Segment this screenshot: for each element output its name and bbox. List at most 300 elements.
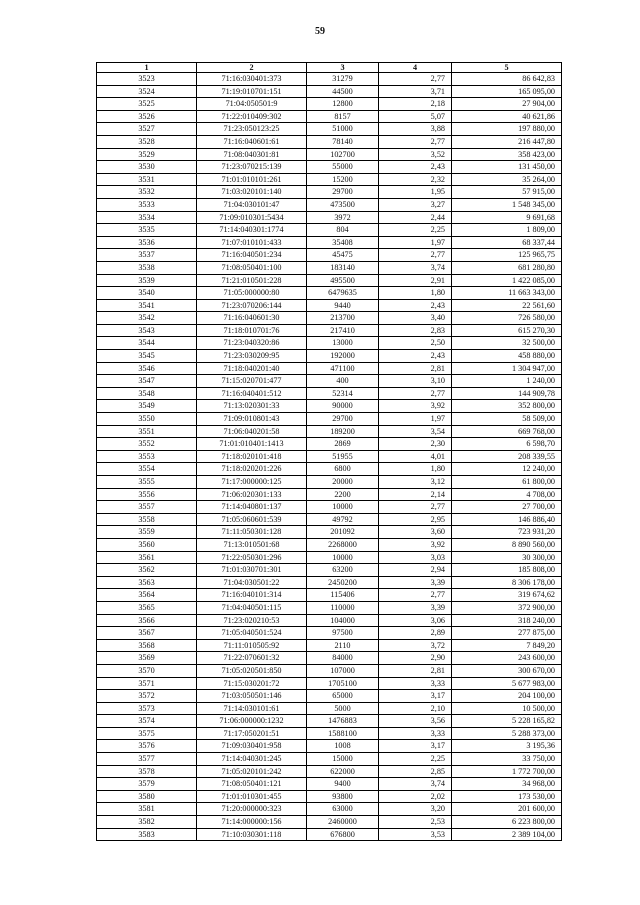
- cell-number: 3555: [97, 476, 197, 489]
- cell-number: 3565: [97, 601, 197, 614]
- table-row: [97, 677, 562, 690]
- cell-area: 78140: [307, 135, 379, 148]
- cell-amount: 615 270,30: [452, 324, 562, 337]
- cell-area: 55000: [307, 161, 379, 174]
- cell-cadastral-id: 71:01:030701:301: [197, 564, 307, 577]
- cell-rate: 2,32: [379, 173, 452, 186]
- cell-area: 97500: [307, 627, 379, 640]
- cell-area: 102700: [307, 148, 379, 161]
- cell-rate: 3,72: [379, 639, 452, 652]
- cell-rate: 2,90: [379, 652, 452, 665]
- cell-number: 3543: [97, 324, 197, 337]
- cell-number: 3559: [97, 526, 197, 539]
- cell-area: 495500: [307, 274, 379, 287]
- cell-number: 3564: [97, 589, 197, 602]
- cell-amount: 216 447,80: [452, 135, 562, 148]
- cell-rate: 2,77: [379, 73, 452, 86]
- cell-amount: 1 304 947,00: [452, 362, 562, 375]
- column-header: 3: [307, 63, 379, 73]
- cell-cadastral-id: 71:18:020201:226: [197, 463, 307, 476]
- cell-number: 3571: [97, 677, 197, 690]
- cell-area: 2200: [307, 488, 379, 501]
- cell-amount: 277 875,00: [452, 627, 562, 640]
- cell-amount: 32 500,00: [452, 337, 562, 350]
- cell-amount: 458 880,00: [452, 350, 562, 363]
- table-row: [97, 438, 562, 451]
- cell-number: 3546: [97, 362, 197, 375]
- cell-rate: 3,53: [379, 828, 452, 841]
- table-row: [97, 476, 562, 489]
- table-row: [97, 614, 562, 627]
- cell-cadastral-id: 71:09:010301:5434: [197, 211, 307, 224]
- cell-number: 3583: [97, 828, 197, 841]
- cell-area: 15000: [307, 753, 379, 766]
- cell-amount: 27 700,00: [452, 501, 562, 514]
- table-row: [97, 513, 562, 526]
- table-row: [97, 123, 562, 136]
- cell-amount: 669 768,00: [452, 425, 562, 438]
- table-row: [97, 362, 562, 375]
- cell-rate: 2,25: [379, 753, 452, 766]
- cell-number: 3557: [97, 501, 197, 514]
- cell-amount: 358 423,00: [452, 148, 562, 161]
- cell-amount: 723 931,20: [452, 526, 562, 539]
- cell-rate: 3,71: [379, 85, 452, 98]
- cell-cadastral-id: 71:03:020101:140: [197, 186, 307, 199]
- cell-number: 3547: [97, 375, 197, 388]
- cell-amount: 86 642,83: [452, 73, 562, 86]
- cell-cadastral-id: 71:20:000000:323: [197, 803, 307, 816]
- cell-number: 3526: [97, 110, 197, 123]
- cell-amount: 2 389 104,00: [452, 828, 562, 841]
- table-row: [97, 161, 562, 174]
- cell-amount: 352 800,00: [452, 400, 562, 413]
- cell-cadastral-id: 71:09:030401:958: [197, 740, 307, 753]
- cell-area: 2460000: [307, 816, 379, 829]
- table-row: [97, 765, 562, 778]
- cell-rate: 2,30: [379, 438, 452, 451]
- cell-cadastral-id: 71:17:000000:125: [197, 476, 307, 489]
- cell-area: 51955: [307, 450, 379, 463]
- column-header: 5: [452, 63, 562, 73]
- cell-number: 3575: [97, 727, 197, 740]
- cell-amount: 125 965,75: [452, 249, 562, 262]
- cell-amount: 8 890 560,00: [452, 538, 562, 551]
- table-row: [97, 463, 562, 476]
- cell-amount: 197 880,00: [452, 123, 562, 136]
- cell-area: 51000: [307, 123, 379, 136]
- cell-rate: 3,88: [379, 123, 452, 136]
- table-row: [97, 173, 562, 186]
- cell-number: 3536: [97, 236, 197, 249]
- table-row: [97, 110, 562, 123]
- cell-number: 3531: [97, 173, 197, 186]
- cell-cadastral-id: 71:22:070601:32: [197, 652, 307, 665]
- cell-cadastral-id: 71:14:040801:137: [197, 501, 307, 514]
- table-row: [97, 186, 562, 199]
- cell-number: 3538: [97, 261, 197, 274]
- cell-area: 2869: [307, 438, 379, 451]
- cell-amount: 4 708,00: [452, 488, 562, 501]
- cell-rate: 3,27: [379, 198, 452, 211]
- cell-cadastral-id: 71:06:020301:133: [197, 488, 307, 501]
- cell-amount: 1 772 700,00: [452, 765, 562, 778]
- cell-rate: 2,89: [379, 627, 452, 640]
- cell-area: 676800: [307, 828, 379, 841]
- cell-cadastral-id: 71:14:030101:61: [197, 702, 307, 715]
- table-row: [97, 828, 562, 841]
- table-row: [97, 337, 562, 350]
- cell-number: 3558: [97, 513, 197, 526]
- cell-rate: 1,80: [379, 463, 452, 476]
- cell-amount: 146 886,40: [452, 513, 562, 526]
- cell-rate: 3,12: [379, 476, 452, 489]
- cell-number: 3551: [97, 425, 197, 438]
- cell-number: 3549: [97, 400, 197, 413]
- table-row: [97, 639, 562, 652]
- cell-amount: 35 264,00: [452, 173, 562, 186]
- cell-area: 9440: [307, 299, 379, 312]
- cell-rate: 3,92: [379, 400, 452, 413]
- cell-rate: 2,43: [379, 161, 452, 174]
- cell-cadastral-id: 71:23:070215:139: [197, 161, 307, 174]
- cell-rate: 2,53: [379, 816, 452, 829]
- table-row: [97, 425, 562, 438]
- cell-area: 8157: [307, 110, 379, 123]
- cell-amount: 68 337,44: [452, 236, 562, 249]
- cell-rate: 2,44: [379, 211, 452, 224]
- cell-area: 6479635: [307, 287, 379, 300]
- cell-area: 84000: [307, 652, 379, 665]
- column-header: 4: [379, 63, 452, 73]
- cell-rate: 2,91: [379, 274, 452, 287]
- cell-amount: 201 600,00: [452, 803, 562, 816]
- table-row: [97, 589, 562, 602]
- cell-area: 5000: [307, 702, 379, 715]
- cell-rate: 2,94: [379, 564, 452, 577]
- table-row: [97, 715, 562, 728]
- table-row: [97, 85, 562, 98]
- cell-area: 104000: [307, 614, 379, 627]
- cell-cadastral-id: 71:03:050501:146: [197, 690, 307, 703]
- cell-cadastral-id: 71:10:030301:118: [197, 828, 307, 841]
- table-row: [97, 627, 562, 640]
- cell-area: 12800: [307, 98, 379, 111]
- cell-area: 115406: [307, 589, 379, 602]
- cell-number: 3574: [97, 715, 197, 728]
- table-row: [97, 803, 562, 816]
- cell-cadastral-id: 71:23:070206:144: [197, 299, 307, 312]
- table-row: [97, 375, 562, 388]
- cell-area: 471100: [307, 362, 379, 375]
- cell-cadastral-id: 71:01:010401:1413: [197, 438, 307, 451]
- cell-area: 29700: [307, 186, 379, 199]
- cell-number: 3525: [97, 98, 197, 111]
- cell-area: 6800: [307, 463, 379, 476]
- cell-number: 3534: [97, 211, 197, 224]
- cell-amount: 10 500,00: [452, 702, 562, 715]
- cell-number: 3566: [97, 614, 197, 627]
- cell-amount: 319 674,62: [452, 589, 562, 602]
- cell-area: 473500: [307, 198, 379, 211]
- cell-cadastral-id: 71:04:030101:47: [197, 198, 307, 211]
- cell-rate: 2,77: [379, 501, 452, 514]
- cell-amount: 9 691,68: [452, 211, 562, 224]
- table-row: [97, 98, 562, 111]
- table-row: [97, 727, 562, 740]
- table-row: [97, 211, 562, 224]
- cell-cadastral-id: 71:06:000000:1232: [197, 715, 307, 728]
- cell-number: 3567: [97, 627, 197, 640]
- cell-rate: 3,17: [379, 690, 452, 703]
- cell-number: 3578: [97, 765, 197, 778]
- cell-amount: 40 621,86: [452, 110, 562, 123]
- cell-number: 3554: [97, 463, 197, 476]
- cell-cadastral-id: 71:04:050501:9: [197, 98, 307, 111]
- cell-area: 15200: [307, 173, 379, 186]
- cell-area: 1008: [307, 740, 379, 753]
- cell-number: 3523: [97, 73, 197, 86]
- table-row: [97, 816, 562, 829]
- cell-number: 3570: [97, 664, 197, 677]
- cell-rate: 5,07: [379, 110, 452, 123]
- cell-amount: 6 598,70: [452, 438, 562, 451]
- cell-rate: 2,81: [379, 362, 452, 375]
- cell-cadastral-id: 71:16:040501:234: [197, 249, 307, 262]
- cell-amount: 33 750,00: [452, 753, 562, 766]
- cell-rate: 1,97: [379, 413, 452, 426]
- cell-number: 3548: [97, 387, 197, 400]
- cell-area: 217410: [307, 324, 379, 337]
- cell-amount: 5 677 983,00: [452, 677, 562, 690]
- cell-amount: 8 306 178,00: [452, 576, 562, 589]
- table-row: [97, 501, 562, 514]
- cell-number: 3569: [97, 652, 197, 665]
- table-row: [97, 564, 562, 577]
- cell-cadastral-id: 71:04:040501:115: [197, 601, 307, 614]
- cell-cadastral-id: 71:18:010701:76: [197, 324, 307, 337]
- cell-amount: 27 904,00: [452, 98, 562, 111]
- cell-area: 1476883: [307, 715, 379, 728]
- table-row: [97, 350, 562, 363]
- cell-area: 10000: [307, 501, 379, 514]
- cell-number: 3528: [97, 135, 197, 148]
- cell-area: 52314: [307, 387, 379, 400]
- cell-cadastral-id: 71:08:040301:81: [197, 148, 307, 161]
- cell-number: 3544: [97, 337, 197, 350]
- cell-cadastral-id: 71:15:020701:477: [197, 375, 307, 388]
- table-body: [97, 73, 562, 841]
- cell-area: 192000: [307, 350, 379, 363]
- cell-rate: 3,20: [379, 803, 452, 816]
- cell-rate: 3,06: [379, 614, 452, 627]
- cell-cadastral-id: 71:23:040320:86: [197, 337, 307, 350]
- cell-rate: 3,54: [379, 425, 452, 438]
- cell-amount: 12 240,00: [452, 463, 562, 476]
- table-row: [97, 261, 562, 274]
- table-row: [97, 387, 562, 400]
- cell-rate: 3,03: [379, 551, 452, 564]
- cell-area: 107000: [307, 664, 379, 677]
- cell-number: 3580: [97, 790, 197, 803]
- cell-cadastral-id: 71:11:010505:92: [197, 639, 307, 652]
- cell-amount: 6 223 800,00: [452, 816, 562, 829]
- cell-amount: 11 663 343,00: [452, 287, 562, 300]
- table-row: [97, 312, 562, 325]
- table-row: [97, 198, 562, 211]
- cell-number: 3541: [97, 299, 197, 312]
- cell-cadastral-id: 71:16:040601:30: [197, 312, 307, 325]
- cell-number: 3576: [97, 740, 197, 753]
- cell-rate: 2,02: [379, 790, 452, 803]
- cell-number: 3573: [97, 702, 197, 715]
- cell-amount: 300 670,00: [452, 664, 562, 677]
- cell-cadastral-id: 71:23:050123:25: [197, 123, 307, 136]
- cell-cadastral-id: 71:17:050201:51: [197, 727, 307, 740]
- cell-area: 213700: [307, 312, 379, 325]
- cell-area: 622000: [307, 765, 379, 778]
- cell-number: 3542: [97, 312, 197, 325]
- cell-amount: 1 422 085,00: [452, 274, 562, 287]
- page-number: 59: [315, 26, 325, 37]
- cell-area: 804: [307, 224, 379, 237]
- cell-area: 63000: [307, 803, 379, 816]
- cell-number: 3563: [97, 576, 197, 589]
- cell-amount: 1 240,00: [452, 375, 562, 388]
- cell-cadastral-id: 71:13:020301:33: [197, 400, 307, 413]
- table-row: [97, 576, 562, 589]
- table-row: [97, 274, 562, 287]
- cell-amount: 318 240,00: [452, 614, 562, 627]
- cell-area: 90000: [307, 400, 379, 413]
- table-row: [97, 73, 562, 86]
- cell-cadastral-id: 71:05:060601:539: [197, 513, 307, 526]
- cell-number: 3552: [97, 438, 197, 451]
- cell-rate: 3,33: [379, 677, 452, 690]
- cell-area: 400: [307, 375, 379, 388]
- cell-amount: 57 915,00: [452, 186, 562, 199]
- table-row: [97, 135, 562, 148]
- cell-rate: 1,97: [379, 236, 452, 249]
- cell-number: 3530: [97, 161, 197, 174]
- table-row: [97, 778, 562, 791]
- cell-amount: 372 900,00: [452, 601, 562, 614]
- cell-area: 189200: [307, 425, 379, 438]
- cell-cadastral-id: 71:22:050301:296: [197, 551, 307, 564]
- cell-rate: 3,56: [379, 715, 452, 728]
- cell-area: 45475: [307, 249, 379, 262]
- cell-rate: 4,01: [379, 450, 452, 463]
- cell-area: 110000: [307, 601, 379, 614]
- cell-amount: 58 509,00: [452, 413, 562, 426]
- table-row: [97, 526, 562, 539]
- column-header: 1: [97, 63, 197, 73]
- cell-rate: 2,81: [379, 664, 452, 677]
- cell-cadastral-id: 71:05:020101:242: [197, 765, 307, 778]
- cell-area: 2450200: [307, 576, 379, 589]
- cell-number: 3581: [97, 803, 197, 816]
- cell-number: 3540: [97, 287, 197, 300]
- cell-amount: 208 339,55: [452, 450, 562, 463]
- cell-rate: 2,95: [379, 513, 452, 526]
- table-row: [97, 287, 562, 300]
- cell-area: 35408: [307, 236, 379, 249]
- cell-cadastral-id: 71:16:040601:61: [197, 135, 307, 148]
- cell-area: 10000: [307, 551, 379, 564]
- cell-rate: 2,14: [379, 488, 452, 501]
- table-row: [97, 450, 562, 463]
- cell-rate: 3,33: [379, 727, 452, 740]
- cell-amount: 173 530,00: [452, 790, 562, 803]
- cell-rate: 3,52: [379, 148, 452, 161]
- table-row: [97, 236, 562, 249]
- cell-number: 3527: [97, 123, 197, 136]
- table-row: [97, 299, 562, 312]
- cell-rate: 3,40: [379, 312, 452, 325]
- table-row: [97, 551, 562, 564]
- cell-cadastral-id: 71:09:010801:43: [197, 413, 307, 426]
- cell-number: 3532: [97, 186, 197, 199]
- table-row: [97, 790, 562, 803]
- cell-rate: 2,50: [379, 337, 452, 350]
- table-row: [97, 702, 562, 715]
- table-row: [97, 413, 562, 426]
- cell-amount: 681 280,80: [452, 261, 562, 274]
- cell-cadastral-id: 71:19:010701:151: [197, 85, 307, 98]
- cell-number: 3560: [97, 538, 197, 551]
- table-row: [97, 690, 562, 703]
- cell-amount: 61 800,00: [452, 476, 562, 489]
- cell-cadastral-id: 71:16:030401:373: [197, 73, 307, 86]
- column-header: 2: [197, 63, 307, 73]
- cell-rate: 2,77: [379, 135, 452, 148]
- cell-amount: 1 809,00: [452, 224, 562, 237]
- cell-number: 3582: [97, 816, 197, 829]
- cell-cadastral-id: 71:16:040401:512: [197, 387, 307, 400]
- table-row: [97, 664, 562, 677]
- cell-rate: 2,18: [379, 98, 452, 111]
- cell-rate: 2,10: [379, 702, 452, 715]
- cell-number: 3533: [97, 198, 197, 211]
- cell-rate: 1,95: [379, 186, 452, 199]
- cell-number: 3568: [97, 639, 197, 652]
- table-row: [97, 224, 562, 237]
- cell-rate: 2,43: [379, 350, 452, 363]
- cell-number: 3537: [97, 249, 197, 262]
- cell-cadastral-id: 71:14:040301:245: [197, 753, 307, 766]
- table-row: [97, 538, 562, 551]
- cell-rate: 3,92: [379, 538, 452, 551]
- cell-cadastral-id: 71:08:050401:121: [197, 778, 307, 791]
- cell-amount: 185 808,00: [452, 564, 562, 577]
- cell-rate: 2,77: [379, 589, 452, 602]
- cell-area: 183140: [307, 261, 379, 274]
- cell-number: 3572: [97, 690, 197, 703]
- cell-cadastral-id: 71:07:010101:433: [197, 236, 307, 249]
- cell-number: 3579: [97, 778, 197, 791]
- table-row: [97, 753, 562, 766]
- cell-area: 1705100: [307, 677, 379, 690]
- cell-cadastral-id: 71:06:040201:58: [197, 425, 307, 438]
- cell-cadastral-id: 71:11:050301:128: [197, 526, 307, 539]
- table-row: [97, 652, 562, 665]
- cell-amount: 3 195,36: [452, 740, 562, 753]
- cell-area: 65000: [307, 690, 379, 703]
- cell-rate: 3,74: [379, 261, 452, 274]
- cell-rate: 3,74: [379, 778, 452, 791]
- cell-number: 3550: [97, 413, 197, 426]
- cell-amount: 5 288 373,00: [452, 727, 562, 740]
